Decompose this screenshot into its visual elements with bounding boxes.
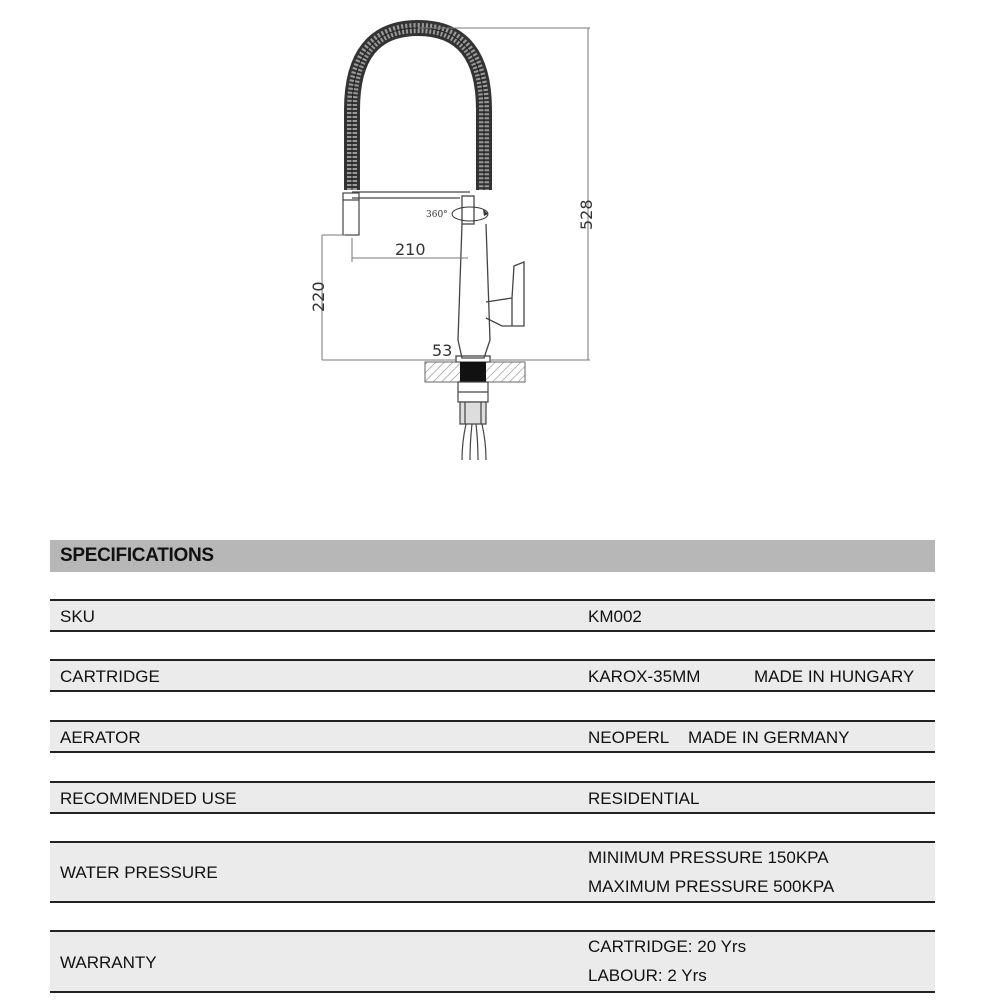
dimension-spout-height: 220 bbox=[309, 281, 328, 312]
spec-row-recommended-use bbox=[50, 781, 935, 814]
rotation-indicator bbox=[426, 207, 488, 221]
spec-value: RESIDENTIAL bbox=[588, 789, 700, 808]
spec-value-cartridge-warranty: CARTRIDGE: 20 Yrs bbox=[588, 937, 747, 956]
spec-value-origin: MADE IN GERMANY bbox=[688, 728, 850, 747]
spec-value: NEOPERL bbox=[588, 728, 670, 747]
spec-row-cartridge bbox=[50, 659, 935, 692]
spec-value-labour-warranty: LABOUR: 2 Yrs bbox=[588, 966, 707, 985]
spec-label: WARRANTY bbox=[60, 953, 157, 972]
spec-value-minimum: MINIMUM PRESSURE 150KPA bbox=[588, 848, 829, 867]
spec-label: WATER PRESSURE bbox=[60, 863, 218, 882]
countertop bbox=[425, 362, 525, 382]
spring-hose bbox=[352, 28, 484, 190]
spec-row-water-pressure bbox=[50, 841, 935, 903]
spec-label: AERATOR bbox=[60, 728, 141, 747]
spec-label: SKU bbox=[60, 607, 95, 626]
spec-row-warranty bbox=[50, 930, 935, 993]
spec-label: CARTRIDGE bbox=[60, 667, 160, 686]
specifications-header bbox=[50, 540, 935, 572]
spec-row-aerator bbox=[50, 720, 935, 753]
spec-label: RECOMMENDED USE bbox=[60, 789, 237, 808]
spec-value: KM002 bbox=[588, 607, 642, 626]
spec-row-sku bbox=[50, 599, 935, 632]
spec-value: KAROX-35MM bbox=[588, 667, 701, 686]
spec-value-maximum: MAXIMUM PRESSURE 500KPA bbox=[588, 877, 835, 896]
spout-arm bbox=[343, 192, 470, 235]
dimension-reach: 210 bbox=[395, 240, 426, 259]
rotation-label: 360° bbox=[426, 210, 448, 220]
mounting-fittings bbox=[458, 382, 488, 460]
dimension-height-total: 528 bbox=[577, 199, 596, 230]
spec-value-origin: MADE IN HUNGARY bbox=[754, 667, 915, 686]
specifications-title: SPECIFICATIONS bbox=[60, 545, 214, 566]
dimension-base-diameter: 53 bbox=[432, 341, 453, 360]
